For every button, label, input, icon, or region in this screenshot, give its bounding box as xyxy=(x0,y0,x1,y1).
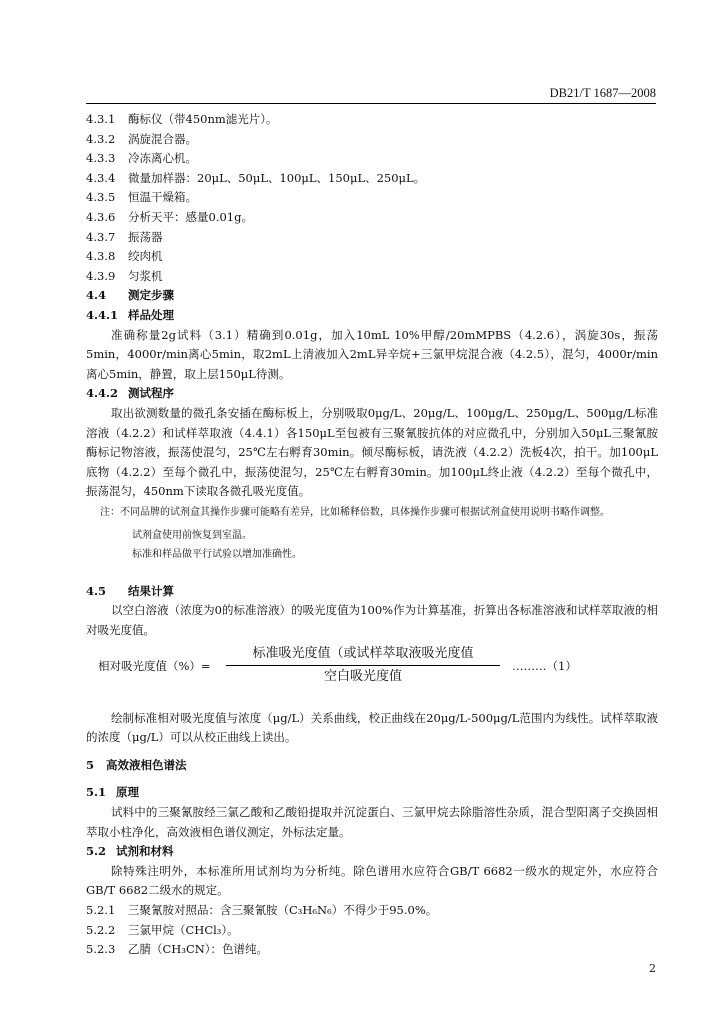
formula-lhs: 相对吸光度值（%）= xyxy=(98,658,211,673)
list-item: 4.3.9 匀浆机 xyxy=(86,268,163,283)
section-heading-4-4-2: 4.4.2 测试程序 xyxy=(86,386,174,401)
note-subitem: 试剂盒使用前恢复到室温。 xyxy=(132,529,252,541)
list-item: 4.3.7 振荡器 xyxy=(86,229,163,244)
list-item: 5.2.3 乙腈（CH₃CN）：色谱纯。 xyxy=(86,942,269,957)
formula-denominator: 空白吸光度值 xyxy=(323,668,402,684)
section-heading-4-5: 4.5 结果计算 xyxy=(86,583,174,598)
section-heading-4-4-1: 4.4.1 样品处理 xyxy=(86,307,174,322)
list-item: 4.3.6 分析天平：感量0.01g。 xyxy=(86,209,253,224)
reagent-list xyxy=(86,901,658,960)
apparatus-list xyxy=(86,110,658,286)
note-text: 注：不同品牌的试剂盒其操作步骤可能略有差异，比如稀释倍数，具体操作步骤可根据试剂盒使用说明书略作调整。 xyxy=(100,506,610,518)
paragraph-sample-treatment: 准确称量2g试料（3.1）精确到0.01g，加入10mL 10%甲醇/20mMPBS（4.2.6），涡旋30s，振荡5min，4000r/min离心5min，取2mL上清液加入2mL异辛烷+三氯甲烷混合液（4.2.5），混匀，4000r/min离心5min，静置，取上层150μL待测。 xyxy=(86,327,658,381)
list-item: 4.3.1 酶标仪（带450nm滤光片）。 xyxy=(86,112,278,126)
list-item: 4.3.4 微量加样器：20μL、50μL、100μL、150μL、250μL。 xyxy=(86,170,426,185)
list-item: 4.3.5 恒温干燥箱。 xyxy=(86,190,197,205)
page-number: 2 xyxy=(649,962,656,975)
fraction-bar xyxy=(226,665,500,666)
paragraph-result-calc: 以空白溶液（浓度为0的标准溶液）的吸光度值为100%作为计算基准，折算出各标准溶液和试样萃取液的相对吸光度值。 xyxy=(86,603,658,638)
paragraph-test-procedure: 取出欲测数量的微孔条安插在酶标板上，分别吸取0μg/L、20μg/L、100μg/L、250μg/L、500μg/L标准溶液（4.2.2）和试样萃取液（4.4.1）各150μL至包被有三聚氰胺抗体的对应微孔中，分别加入50μL三聚氰胺酶标记物溶液，振荡使混匀，25℃左右孵育30min。倾尽酶标板，请洗液（4.2.2）洗板4次，拍干。加100μL底物（4.2.2）至每个微孔中，振荡使混匀，25℃左右孵育30min。加100μL终止液（4.2.2）至每个微孔中，振荡混匀，450nm下读取各微孔吸光度值。 xyxy=(86,405,658,499)
formula-relative-absorbance xyxy=(86,647,658,687)
section-heading-4-4: 4.4 测定步骤 xyxy=(86,288,174,303)
formula-number: ………（1） xyxy=(512,658,577,673)
document-body xyxy=(86,110,658,960)
section-heading-5-1: 5.1 原理 xyxy=(86,785,139,800)
list-item: 4.3.3 冷冻离心机。 xyxy=(86,151,197,166)
header-rule xyxy=(86,103,656,104)
list-item: 4.3.2 涡旋混合器。 xyxy=(86,131,197,146)
paragraph-calibration: 绘制标准相对吸光度值与浓度（μg/L）关系曲线，校正曲线在20μg/L-500μg/L范围内为线性。试样萃取液的浓度（μg/L）可以从校正曲线上读出。 xyxy=(86,710,658,745)
standard-code-header: DB21/T 1687—2008 xyxy=(549,86,656,100)
list-item: 5.2.2 三氯甲烷（CHCl₃）。 xyxy=(86,922,239,937)
list-item: 4.3.8 绞肉机 xyxy=(86,249,163,264)
section-heading-5-2: 5.2 试剂和材料 xyxy=(86,844,174,859)
paragraph-reagents: 除特殊注明外，本标准所用试剂均为分析纯。除色谱用水应符合GB/T 6682一级水的规定外，水应符合GB/T 6682二级水的规定。 xyxy=(86,863,658,898)
list-item: 5.2.1 三聚氰胺对照品：含三聚氰胺（C₃H₆N₆）不得少于95.0%。 xyxy=(86,903,438,917)
formula-numerator: 标准吸光度值（或试样萃取液吸光度值 xyxy=(252,645,474,661)
paragraph-principle: 试料中的三聚氰胺经三氯乙酸和乙酸铅提取并沉淀蛋白、三氯甲烷去除脂溶性杂质，混合型阳离子交换固相萃取小柱净化，高效液相色谱仪测定，外标法定量。 xyxy=(86,805,658,839)
note-subitem: 标准和样品做平行试验以增加准确性。 xyxy=(132,548,302,560)
formula-fraction xyxy=(226,644,500,686)
section-heading-5: 5 高效液相色谱法 xyxy=(86,757,187,772)
